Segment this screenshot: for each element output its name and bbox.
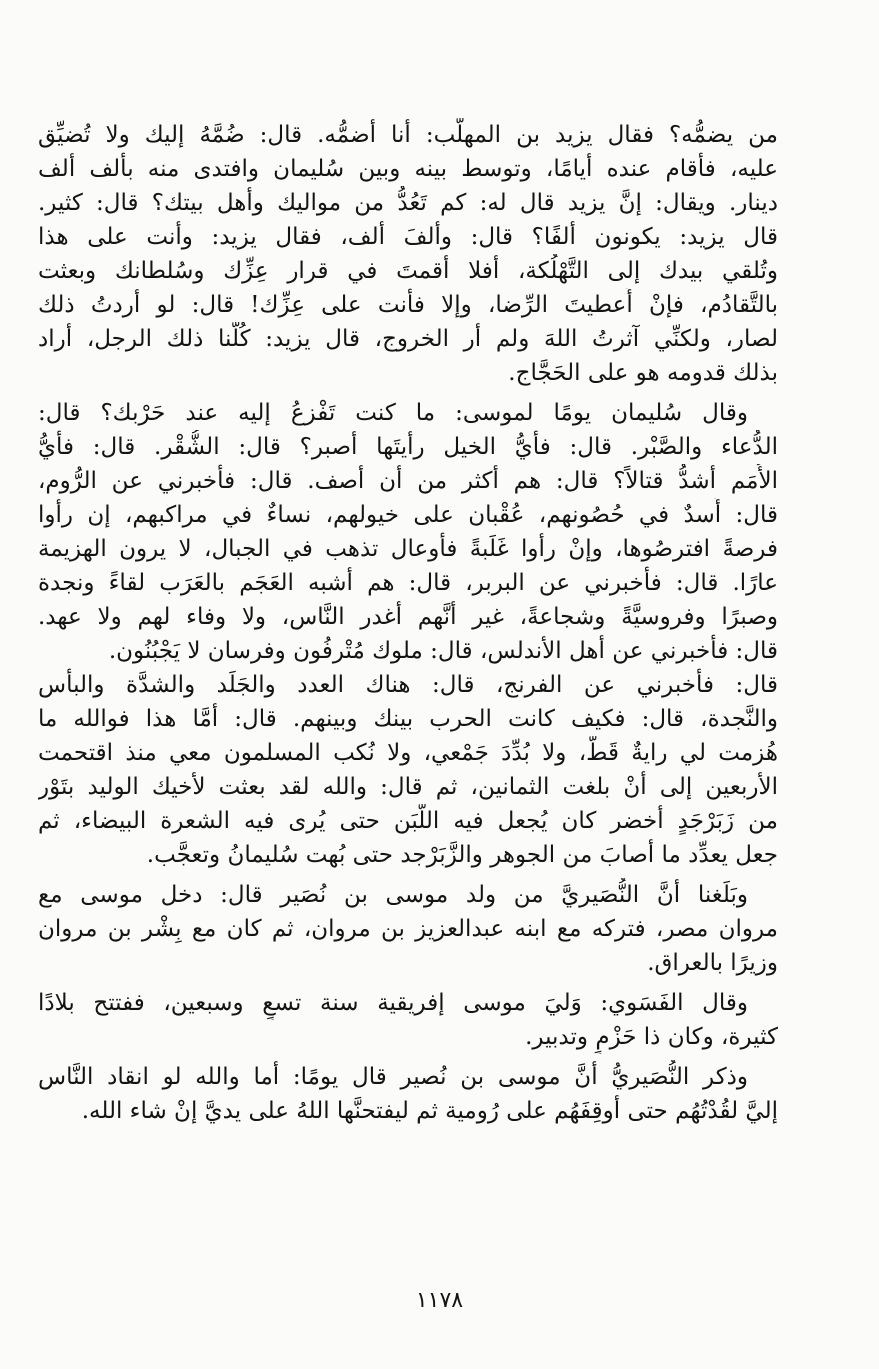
page-number: ١١٧٨ — [415, 1288, 464, 1313]
text-line: الدُّعاء والصَّبْر. قال: فأيُّ الخيل رأيتَها أصبر؟ قال: الشُّقْر. قال: فأيُّ — [38, 434, 778, 460]
text-line: مروان مصر، فتركه مع ابنه عبدالعزيز بن مروان، ثم كان مع بِشْر بن مروان — [38, 916, 778, 942]
text-line: من يضمُّه؟ فقال يزيد بن المهلَّب: أنا أضمُّه. قال: ضُمَّهُ إليك ولا تُضيِّق — [38, 122, 778, 148]
text-line: كثيرة، وكان ذا حَزْمٍ وتدبير. — [525, 1024, 778, 1050]
text-line: قال: فأخبرني عن الفرنج، قال: هناك العدد والجَلَد والشدَّة والبأس — [38, 672, 778, 698]
text-line: وزيرًا بالعراق. — [647, 950, 778, 976]
text-line: لصار، ولكنِّي آثرتُ اللهَ ولم أر الخروج، قال يزيد: كُلُّنا ذلك الرجل، أراد — [38, 326, 778, 352]
text-line: وبَلَغنا أنَّ النُّصَيريَّ من ولد موسى بن نُصَير قال: دخل موسى مع — [38, 882, 748, 908]
text-line: وقال الفَسَوي: وَليَ موسى إفريقية سنة تسعٍ وسبعين، ففتتح بلادًا — [38, 990, 748, 1016]
text-line: قال يزيد: يكونون ألفًا؟ قال: وألفَ ألف، فقال يزيد: وأنت على هذا — [38, 224, 778, 250]
text-line: جعل يعدِّد ما أصابَ من الجوهر والزَّبَرْجد حتى بُهت سُليمانُ وتعجَّب. — [146, 842, 778, 868]
text-line: بالتَّقادُم، فإنْ أُعطيتَ الرِّضا، وإلا فأنت على عِزِّك! قال: لو أردتُ ذلك — [38, 292, 778, 318]
text-line: وقال سُليمان يومًا لموسى: ما كنت تَفْزعُ إليه عند حَرْبك؟ قال: — [38, 400, 748, 426]
text-line: إليَّ لقُدْتُهُم حتى أوقِفَهُم على رُومية ثم ليفتحنَّها اللهُ على يديَّ إنْ شاء الله. — [81, 1098, 778, 1124]
text-line: الأُمَم أشدُّ قتالاً؟ قال: هم أكثر من أن أصف. قال: فأخبرني عن الرُّوم، — [38, 468, 778, 494]
text-line: قال: أُسدٌ في حُصُونهم، عُقْبان على خيولهم، نساءٌ في مراكبهم، إن رأوا — [38, 502, 778, 528]
text-line: عارًا. قال: فأخبرني عن البربر، قال: هم أشبه العَجَم بالعَرَب لقاءً ونجدة — [38, 570, 778, 596]
text-line: الأربعين إلى أنْ بلغت الثمانين، ثم قال: والله لقد بعثت لأخيك الوليد بتَوْر — [38, 774, 778, 800]
text-line: فرصةً افترصُوها، وإنْ رأوا غَلَبةً فأوعال تذهب في الجبال، لا يرون الهزيمة — [38, 536, 778, 562]
text-line: دينار. ويقال: إنَّ يزيد قال له: كم تَعُدُّ من مواليك وأهل بيتك؟ قال: كثير. — [38, 190, 778, 216]
text-line: عليه، فأقام عنده أيامًا، وتوسط بينه وبين سُليمان وافتدى منه بألف ألف — [38, 156, 778, 182]
text-line: وذكر النُّصَيريُّ أنَّ موسى بن نُصير قال يومًا: أما والله لو انقاد النَّاس — [38, 1064, 748, 1090]
text-line: هُزمت لي رايةٌ قَطُّ، ولا بُدِّدَ جَمْعي، ولا نُكب المسلمون معي منذ اقتحمت — [38, 740, 778, 766]
text-line: وتُلقي بيدك إلى التَّهْلُكة، أفلا أقمتَ في قرار عِزِّك وسُلطانك وبعثت — [38, 258, 778, 284]
text-line: والنَّجدة، قال: فكيف كانت الحرب بينك وبينهم. قال: أمَّا هذا فوالله ما — [38, 706, 778, 732]
text-line: وصبرًا وفروسيَّةً وشجاعةً، غير أنَّهم أغدر النَّاس، ولا وفاء لهم ولا عهد. — [38, 604, 778, 630]
text-line: قال: فأخبرني عن أهل الأندلس، قال: ملوك مُتْرفُون وفرسان لا يَجْبُنُون. — [108, 638, 778, 664]
text-line: بذلك قدومه هو على الحَجَّاج. — [508, 360, 778, 386]
text-line: من زَبَرْجَدٍ أخضر كان يُجعل فيه اللَّبَن حتى يُرى فيه الشعرة البيضاء، ثم — [38, 808, 778, 834]
